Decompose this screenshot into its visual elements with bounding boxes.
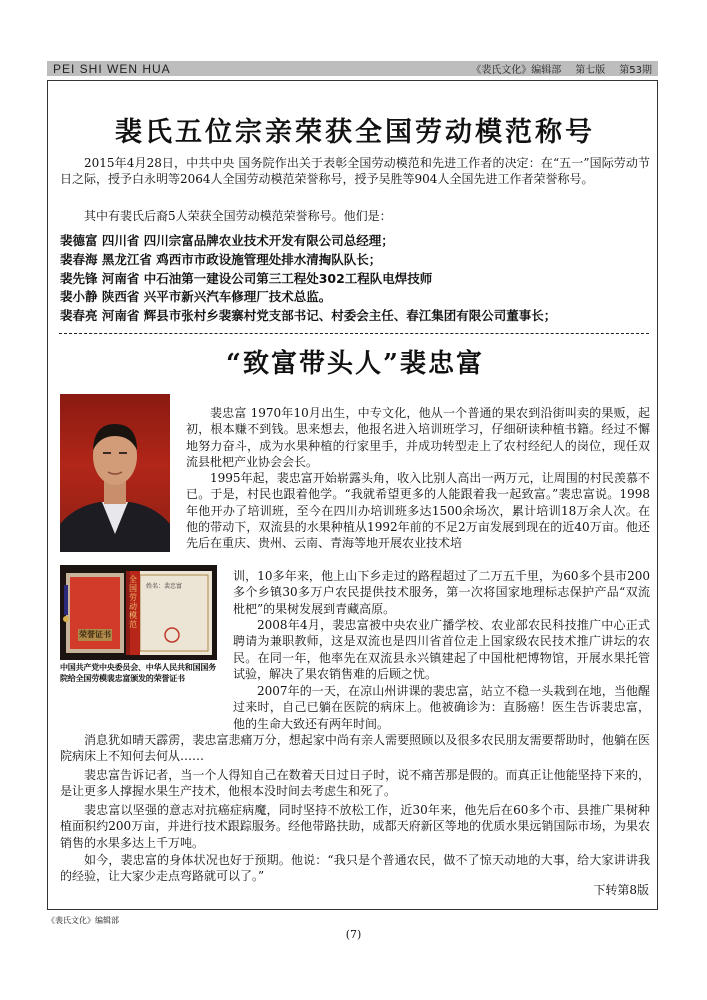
certificate-ribbon-text: 全国劳动模范: [129, 575, 137, 629]
article2-paragraph-8: 如今，裴忠富的身体状况也好于预期。他说：“我只是个普通农民，做不了惊天动地的大事，给大家讲讲我的经验，让大家少走点弯路就可以了。”: [60, 853, 650, 884]
article2-title: “致富带头人”裴忠富: [226, 349, 484, 379]
photo-caption: 中国共产党中央委员会、中华人民共和国国务院给全国劳模裴忠富颁发的荣誉证书: [60, 663, 216, 683]
header-dept: 《裴氏文化》编辑部: [471, 65, 562, 76]
section-divider: [59, 333, 649, 334]
list-item: 裴春海 黑龙江省 鸡西市市政设施管理处排水清掏队队长；: [60, 251, 382, 267]
article1-paragraph-2: 其中有裴氏后裔5人荣获全国劳动模范荣誉称号。他们是：: [84, 209, 392, 223]
header-pinyin: PEI SHI WEN HUA: [53, 61, 171, 76]
footer-dept: 《裴氏文化》编辑部: [47, 916, 119, 925]
article2-paragraph-2-continued: 训，10多年来，他上山下乡走过的路程超过了二万五千里，为60多个县市200多个乡镇30多万户农民提供技术服务，第一次将国家地理标志保护产品“双流枇杷”的果树发展到青藏高原。: [233, 569, 650, 616]
portrait-photo: [60, 394, 170, 552]
page-header: [47, 61, 658, 76]
honoree-list: [60, 232, 650, 326]
article2-paragraph-5: 消息犹如晴天霹雳，裴忠富悲痛万分，想起家中尚有亲人需要照顾以及很多农民朋友需要帮助时，他躺在医院病床上不知何去何从……: [60, 733, 650, 764]
article2-paragraph-2: 1995年起，裴忠富开始崭露头角，收入比别人高出一两万元，让周围的村民羡慕不已。于是，村民也跟着他学。“我就希望更多的人能跟着我一起致富。”裴忠富说。1998年他开办了培训班，至今在四川办培训班多达1500余场次，累计培训18万余人次。在他的带动下，双流县的水果种植从1992年前的不足2万亩发展到现在的近40万亩。他还先后在重庆、贵州、云南、青海等地开展农业技术培: [186, 471, 650, 551]
list-item: 裴先锋 河南省 中石油第一建设公司第三工程处302工程队电焊技师: [60, 270, 433, 286]
continued-note: 下转第8版: [593, 883, 649, 897]
list-item: 裴小静 陕西省 兴平市新兴汽车修理厂技术总监。: [60, 289, 332, 305]
article2-paragraph-4-start: 2007年的一天，在凉山州讲课的裴忠富，站立不稳一头栽到在地，当他醒过来时，自己已躺在医院的病床上。他被确诊为：直肠癌！医生告诉裴忠富，他的生命大致还有两年时间。: [233, 684, 650, 731]
honor-certificate-photo: [60, 565, 217, 660]
article2-paragraph-6: 裴忠富告诉记者，当一个人得知自己在数着天日过日子时，说不痛苦那是假的。而真正让他能坚持下来的，是让更多人撑握水果生产技术，他根本没时间去考虑生和死了。: [60, 768, 650, 799]
article1-paragraph-1: 2015年4月28日，中共中央 国务院作出关于表彰全国劳动模范和先进工作者的决定：在“五一”国际劳动节日之际，授予白永明等2064人全国劳动模范荣誉称号，授予吴胜等904人全国先进工作者荣誉称号。: [60, 156, 650, 187]
header-edition: 第七版: [575, 65, 606, 76]
article2-paragraph-7: 裴忠富以坚强的意志对抗癌症病魔，同时坚持不放松工作，近30年来，他先后在60多个市、县推广果树种植面积约200万亩，并进行技术跟踪服务。经他带路扶助，成都天府新区等地的优质水果远销国际市场，为果农销售的水果多达上千万吨。: [60, 803, 650, 850]
article2-paragraph-1: 裴忠富 1970年10月出生，中专文化，他从一个普通的果农到沿街叫卖的果贩，起初，根本赚不到钱。思来想去，他报名进入培训班学习，仔细研读种植书籍。经过不懈地努力奋斗，成为水果种植的行家里手，并成功转型走上了农村经纪人的岗位，现任双流县枇杷产业协会会长。: [186, 406, 650, 469]
article2-paragraph-3: 2008年4月，裴忠富被中央农业广播学校、农业部农民科技推广中心正式聘请为兼职教师，这是双流也是四川省首位走上国家级农民技术推广讲坛的农民。在同一年，他率先在双流县永兴镇建起了中国枇杷博物馆，开展水果托管试验，解决了果农销售难的后顾之忧。: [233, 618, 650, 681]
page-number: (7): [345, 928, 362, 941]
list-item: 裴德富 四川省 四川宗富品牌农业技术开发有限公司总经理；: [60, 233, 394, 248]
header-issue: 第53期: [619, 65, 652, 76]
article1-title: 裴氏五位宗亲荣获全国劳动模范称号: [115, 117, 595, 148]
certificate-name: 姓名：裴忠富: [146, 583, 183, 590]
list-item: 裴春亮 河南省 辉县市张村乡裴寨村党支部书记、村委会主任、春江集团有限公司董事长；: [60, 308, 557, 324]
certificate-label: 荣誉证书: [79, 629, 111, 639]
